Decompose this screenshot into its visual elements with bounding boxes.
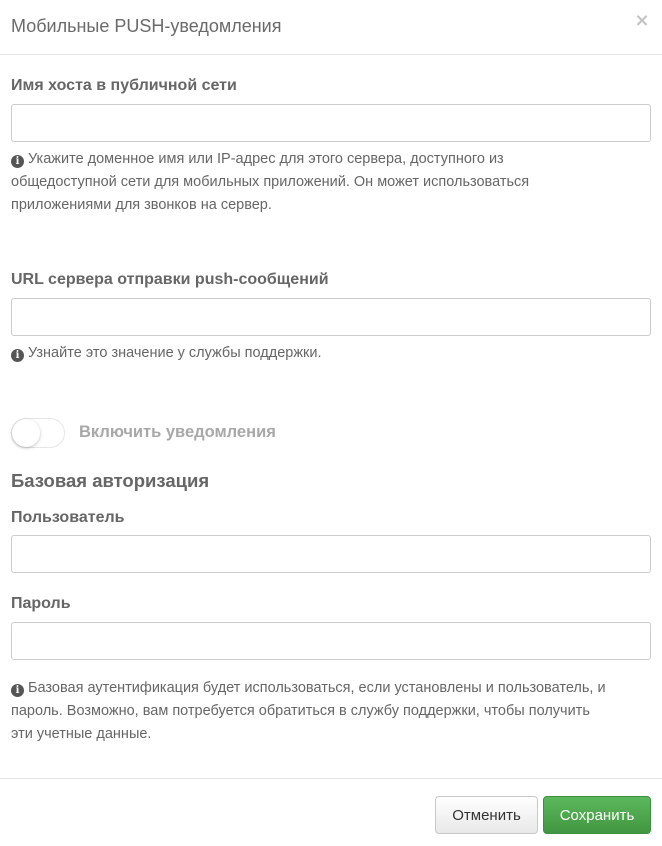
modal-footer [0,778,662,846]
push-url-help-text: Узнайте это значение у службы поддержки. [28,345,322,361]
push-url-label: URL сервера отправки push-сообщений [11,271,329,288]
save-button[interactable]: Сохранить [543,796,651,834]
modal-title: Мобильные PUSH-уведомления [11,16,282,36]
hostname-input[interactable] [11,104,651,142]
enable-notifications-toggle[interactable] [11,418,65,448]
password-input[interactable] [11,622,651,660]
push-url-help [11,342,611,365]
hostname-help [11,148,611,217]
close-icon: × [634,10,650,31]
hostname-label: Имя хоста в публичной сети [11,77,237,94]
hostname-help-text: Укажите доменное имя или IP-адрес для этого сервера, доступного из общедоступной сети для мобильных приложений. Он может использоваться приложениями для звонков на сервер. [11,151,530,213]
info-circle-icon: i [11,155,24,168]
cancel-button[interactable]: Отменить [435,796,538,834]
push-url-input[interactable] [11,298,651,336]
toggle-knob [12,419,40,447]
info-circle-icon: i [11,349,24,362]
password-label: Пароль [11,595,71,612]
enable-notifications-label: Включить уведомления [79,423,276,441]
user-input[interactable] [11,535,651,573]
modal-header [0,0,662,55]
basic-auth-title: Базовая авторизация [11,470,210,491]
basic-auth-help [11,677,611,746]
basic-auth-help-text: Базовая аутентификация будет использоваться, если установлены и пользователь, и пароль. Возможно, вам потребуется обратиться в службу поддержки, чтобы получить эти учетные данные. [11,680,606,742]
user-label: Пользователь [11,509,125,526]
close-button[interactable] [634,10,650,32]
info-circle-icon: i [11,684,24,697]
